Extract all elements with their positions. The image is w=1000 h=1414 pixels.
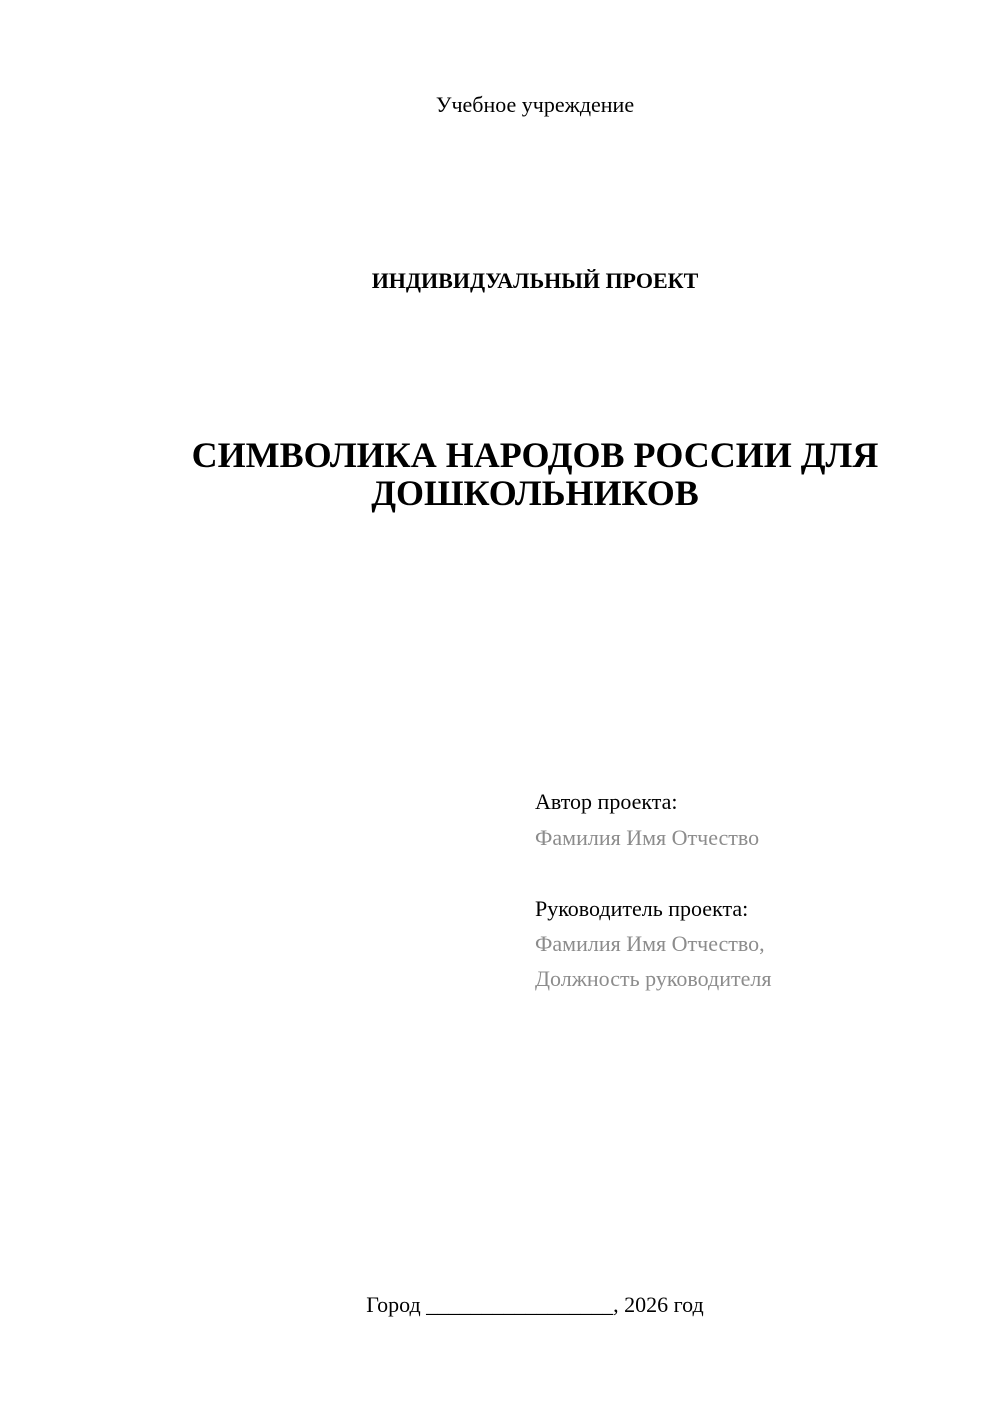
- supervisor-position: Должность руководителя: [535, 966, 772, 991]
- project-title-line-2: ДОШКОЛЬНИКОВ: [371, 473, 699, 513]
- project-title-line-1: СИМВОЛИКА НАРОДОВ РОССИИ ДЛЯ: [191, 435, 879, 475]
- document-type-heading: ИНДИВИДУАЛЬНЫЙ ПРОЕКТ: [371, 268, 699, 293]
- project-title: [70, 436, 1000, 512]
- institution-name: Учебное учреждение: [435, 92, 635, 117]
- city-year-footer: Город _________________, 2026 год: [366, 1292, 704, 1317]
- author-label: Автор проекта:: [535, 789, 678, 814]
- author-name: Фамилия Имя Отчество: [535, 825, 760, 850]
- supervisor-name: Фамилия Имя Отчество,: [535, 931, 765, 956]
- supervisor-label: Руководитель проекта:: [535, 896, 749, 921]
